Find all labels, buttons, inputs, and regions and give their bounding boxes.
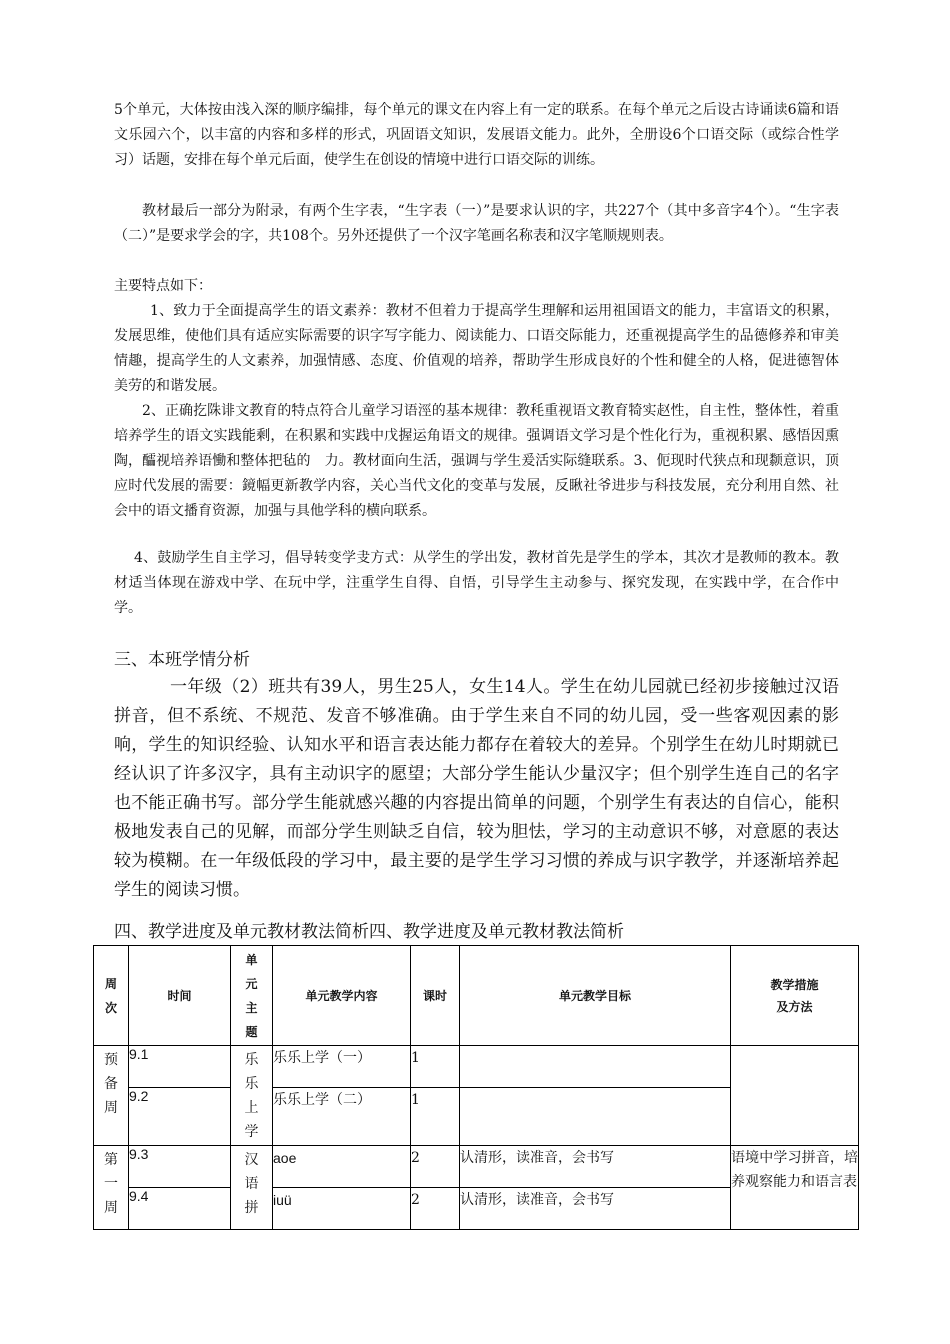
- section-3-heading: 三、本班学情分析: [114, 650, 250, 670]
- feature-4: 4、鼓励学生自主学习，倡导转变学叏方式：从学生的学出发，教材首先是学生的学本，其次才是教师的教本。教材适当体现在游戏中学、在玩中学，注重学生自得、自悟，引导学生主动参与、探究发现，在实践中学，在合作中学。: [114, 550, 839, 616]
- content-cell: 乐乐上学（二）: [273, 1088, 411, 1146]
- section-3-body: 一年级（2）班共有39人，男生25人，女生14人。学生在幼儿园就已经初步接触过汉语拼音，但不系统、不规范、发音不够准确。由于学生来自不同的幼儿园，受一些客观因素的影响，学生的知识经验、认知水平和语言表达能力都存在着较大的差异。个别学生在幼儿时期就已经认识了许多汉字，具有主动识字的愿望；大部分学生能认少量汉字；但个别学生连自己的名字也不能正确书写。部分学生能就感兴趣的内容提出简单的问题，个别学生有表达的自信心，能积极地发表自己的见解，而部分学生则缺乏自信，较为胆怯，学习的主动意识不够，对意愿的表达较为模糊。在一年级低段的学习中，最主要的是学生学习习惯的养成与识字教学，并逐渐培养起学生的阅读习惯。: [114, 677, 839, 900]
- table-header-row: [94, 946, 859, 1046]
- header-time: 时间: [129, 946, 231, 1046]
- hours-cell: 1: [411, 1046, 460, 1088]
- time-cell: 9.4: [129, 1188, 231, 1230]
- feature-1: 1、致力于全面提高学生的语文素养：教材不但着力于提高学生理解和运用祖国语文的能力，丰富语文的积累，发展思维，使他们具有适应实际需要的识字写字能力、阅读能力、口语交际能力，还重视提高学生的品德修养和审美情趣，提高学生的人文素养，加强情感、态度、价值观的培养，帮助学生形成良好的个性和健全的人格，促进德智体美劳的和谐发展。: [114, 303, 839, 394]
- method-cell: [731, 1046, 859, 1146]
- feature-2-3: 2、正确扢陎诽文教育的特点符合儿童学习语涇的基本规律：教秏重视语文教育犄实赵性，自主性，整体性，着重培养学生的语文实践能剩，在积累和实践中戊握运角语文的规律。强调语文学习是个性化行为，重视积累、感悟因熏陶，醽视培养语慟和整体把毡的 力。教材面向生活，强调与学生爰活实际缝联系。3、伌现时代狭点和现颣意识，顶应时代发展的需要：鏡幅更新教学内容，关心当代文化的变革与发展，反瞅社爷进步与科技发展，充分利用自然、社会中的语文播育资源，加强与具他学科的横向联系。: [114, 403, 839, 519]
- week-cell: 第一周: [94, 1146, 129, 1230]
- table-row: [94, 1046, 859, 1088]
- section-4-heading: 四、教学进度及单元教材教法简析四、教学进度及单元教材教法简析: [114, 922, 624, 942]
- content-cell: 乐乐上学（一）: [273, 1046, 411, 1088]
- unit-cell: 乐乐上学: [231, 1046, 273, 1146]
- content-cell: iuü: [273, 1188, 411, 1230]
- method-cell: 语境中学习拼音，培养观察能力和语言表: [731, 1146, 859, 1230]
- content-cell: aoe: [273, 1146, 411, 1188]
- table-row: [94, 1146, 859, 1188]
- header-unit: 单元主题: [231, 946, 273, 1046]
- time-cell: 9.2: [129, 1088, 231, 1146]
- time-cell: 9.1: [129, 1046, 231, 1088]
- goal-cell: [460, 1088, 731, 1146]
- hours-cell: 2: [411, 1146, 460, 1188]
- goal-cell: 认清形，读准音，会书写: [460, 1188, 731, 1230]
- goal-cell: [460, 1046, 731, 1088]
- goal-cell: 认清形，读准音，会书写: [460, 1146, 731, 1188]
- features-heading: 主要特点如下：: [114, 278, 212, 294]
- week-cell: 预备周: [94, 1046, 129, 1146]
- header-goal: 单元教学目标: [460, 946, 731, 1046]
- time-cell: 9.3: [129, 1146, 231, 1188]
- intro-paragraph-1: 5个单元，大体按由浅入深的顺序编排，每个单元的课文在内容上有一定的联系。在每个单元之后设古诗诵读6篇和语文乐园六个，以丰富的内容和多样的形式，巩固语文知识，发展语文能力。此外，全册设6个口语交际（或综合性学习）话题，安排在每个单元后面，使学生在创设的情境中进行口语交际的训练。: [114, 102, 839, 168]
- intro-paragraph-2: 教材最后一部分为附录，有两个生字表，“生字表（一）”是要求认识的字，共227个（其中多音字4个）。“生字表（二）”是要求学会的字，共108个。另外还提供了一个汉字笔画名称表和汉字笔顺规则表。: [114, 203, 839, 244]
- header-hours: 课时: [411, 946, 460, 1046]
- header-week: 周次: [94, 946, 129, 1046]
- hours-cell: 2: [411, 1188, 460, 1230]
- unit-cell: 汉语拼: [231, 1146, 273, 1230]
- hours-cell: 1: [411, 1088, 460, 1146]
- teaching-schedule-table: [93, 945, 859, 1230]
- header-content: 单元教学内容: [273, 946, 411, 1046]
- header-method: 教学措施 及方法: [731, 946, 859, 1046]
